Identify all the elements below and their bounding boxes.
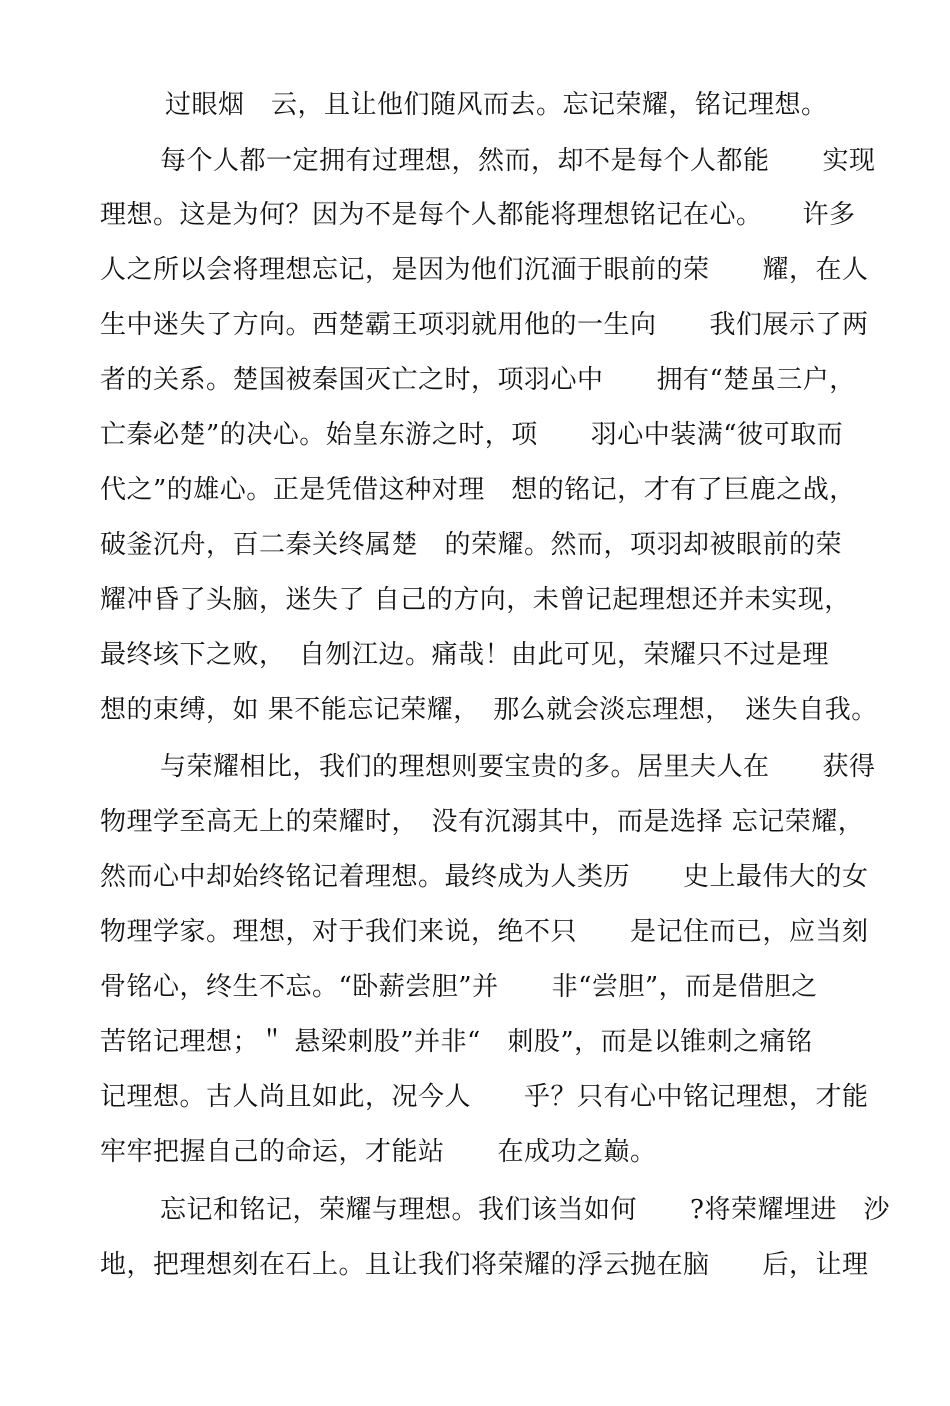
text-line: 耀冲昏了头脑，迷失了 自己的方向，未曾记起理想还并未实现， xyxy=(100,585,851,615)
text-line: 过眼烟 云，且让他们随风而去。忘记荣耀，铭记理想。 xyxy=(165,90,828,120)
text-line: 物理学至高无上的荣耀时， 没有沉溺其中，而是选择 忘记荣耀， xyxy=(100,807,865,837)
text-line: 最终垓下之败， 自刎江边。痛哉！由此可见，荣耀只不过是理 xyxy=(100,640,830,670)
paragraph-first-line: 每个人都一定拥有过理想，然而，却不是每个人都能 实现 xyxy=(160,146,876,176)
paragraph-first-line: 忘记和铭记，荣耀与理想。我们该当如何 ?将荣耀埋进 沙 xyxy=(160,1195,890,1225)
text-line: 苦铭记理想；＂ 悬梁刺股”并非“ 刺股”，而是以锥刺之痛铭 xyxy=(100,1027,813,1057)
text-line: 生中迷失了方向。西楚霸王项羽就用他的一生向 我们展示了两 xyxy=(100,310,869,340)
text-line: 骨铭心，终生不忘。“卧薪尝胆”并 非“尝胆”，而是借胆之 xyxy=(100,972,818,1002)
text-line: 牢牢把握自己的命运，才能站 在成功之巅。 xyxy=(100,1137,657,1167)
paragraph-first-line: 与荣耀相比，我们的理想则要宝贵的多。居里夫人在 获得 xyxy=(160,752,876,782)
text-line: 代之”的雄心。正是凭借这种对理 想的铭记，才有了巨鹿之战， xyxy=(100,475,856,505)
text-line: 理想。这是为何？因为不是每个人都能将理想铭记在心。 许多 xyxy=(100,200,856,230)
text-line: 地，把理想刻在石上。且让我们将荣耀的浮云抛在脑 后，让理 xyxy=(100,1250,869,1280)
text-line: 想的束缚，如 果不能忘记荣耀， 那么就会淡忘理想， 迷失自我。 xyxy=(100,695,878,725)
text-line: 者的关系。楚国被秦国灭亡之时，项羽心中 拥有“楚虽三户， xyxy=(100,365,856,395)
text-line: 破釜沉舟，百二秦关终属楚 的荣耀。然而，项羽却被眼前的荣 xyxy=(100,530,843,560)
text-line: 记理想。古人尚且如此，况今人 乎？只有心中铭记理想，才能 xyxy=(100,1082,869,1112)
text-line: 物理学家。理想，对于我们来说，绝不只 是记住而已，应当刻 xyxy=(100,917,869,947)
text-line: 然而心中却始终铭记着理想。最终成为人类历 史上最伟大的女 xyxy=(100,862,869,892)
text-line: 亡秦必楚”的决心。始皇东游之时，项 羽心中装满“彼可取而 xyxy=(100,420,844,450)
text-line: 人之所以会将理想忘记，是因为他们沉湎于眼前的荣 耀，在人 xyxy=(100,255,869,285)
